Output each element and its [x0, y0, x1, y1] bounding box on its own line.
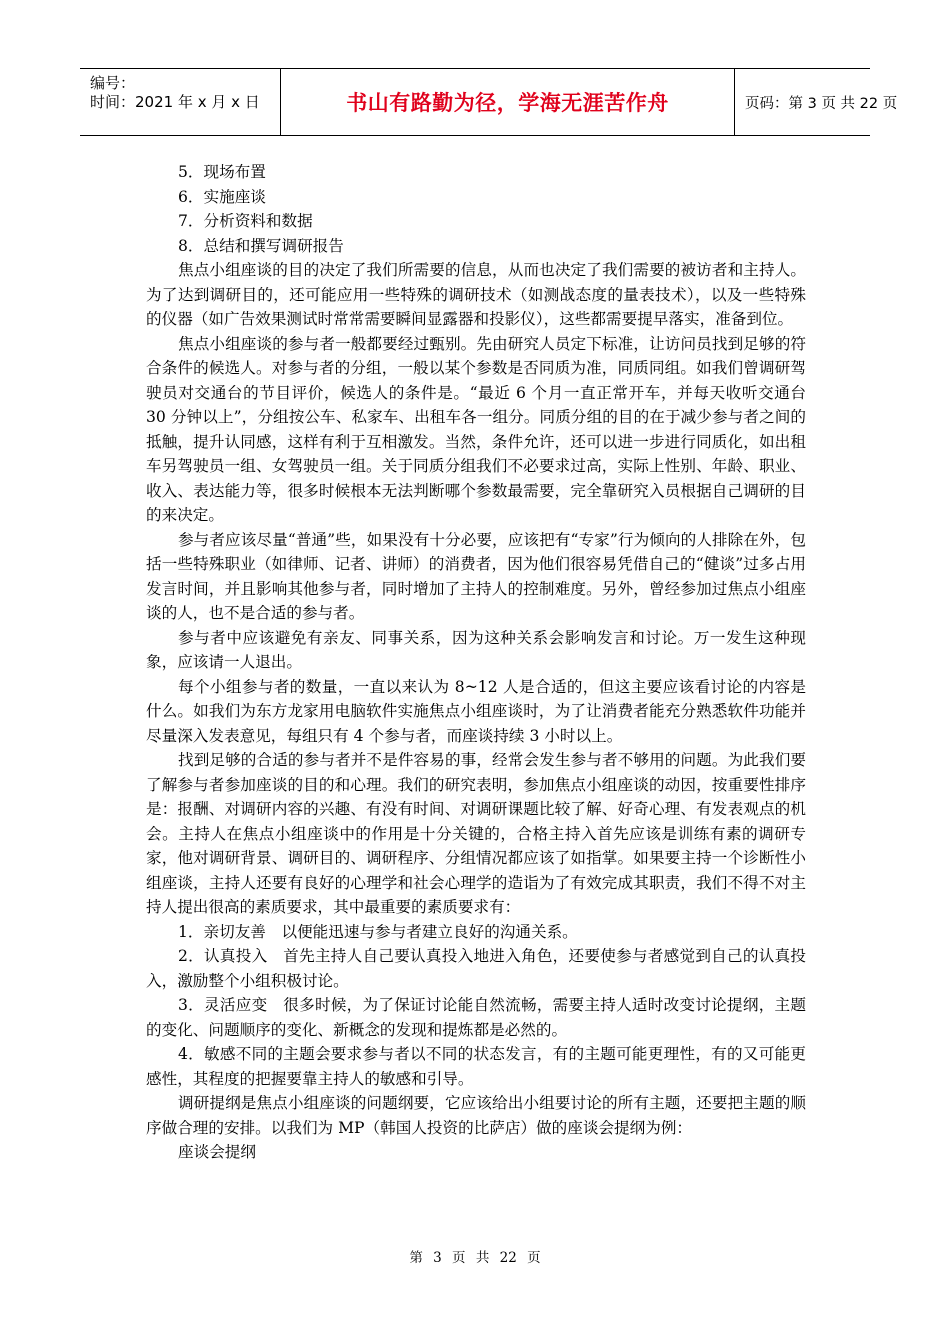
step-item: 8．总结和撰写调研报告	[178, 236, 344, 255]
page-header	[80, 68, 898, 136]
page-footer: 第 3 页 共 22 页	[409, 1250, 541, 1266]
paragraph-group-size: 每个小组参与者的数量，一直以来认为 8~12 人是合适的，但这主要应该看讨论的内容是什么。如我们为东方龙家用电脑软件实施焦点小组座谈时，为了让消费者能充分熟悉软件功能并尽量深入发表意见，每组只有 4 个参与者，而座谈持续 3 小时以上。	[146, 677, 806, 745]
header-page-number: 页码：第 3 页 共 22 页	[745, 95, 898, 112]
paragraph-outline: 调研提纲是焦点小组座谈的问题纲要，它应该给出小组要讨论的所有主题，还要把主题的顺序做合理的安排。以我们为 MP（韩国人投资的比萨店）做的座谈会提纲为例：	[146, 1094, 806, 1137]
paragraph-screening: 焦点小组座谈的参与者一般都要经过甄别。先由研究人员定下标准，让访问员找到足够的符合条件的候选人。对参与者的分组，一般以某个参数是否同质为准，同质同组。如我们曾调研驾驶员对交通台的节目评价，候选人的条件是。“最近 6 个月一直正常开车，并每天收听交通台 30 分钟以上”，分组按公车、私家车、出租车各一组分。同质分组的目的在于减少参与者之间的抵触，提升认同感，这样有利于互相激发。当然，条件允许，还可以进一步进行同质化，如出租车另驾驶员一组、女驾驶员一组。关于同质分组我们不必要求过高，实际上性别、年龄、职业、收入、表达能力等，很多时候根本无法判断哪个参数最需要，完全靠研究入员根据自己调研的目的来决定。	[146, 334, 806, 524]
outline-heading: 座谈会提纲	[178, 1143, 256, 1161]
paragraph-relations: 参与者中应该避免有亲友、同事关系，因为这种关系会影响发言和讨论。万一发生这种现象，应该请一人退出。	[146, 628, 806, 671]
document-body	[146, 160, 806, 1165]
paragraph-purpose: 焦点小组座谈的目的决定了我们所需要的信息，从而也决定了我们需要的被访者和主持人。为了达到调研目的，还可能应用一些特殊的调研技术（如测战态度的量表技术），以及一些特殊的仪器（如广告效果测试时常常需要瞬间显露器和投影仪），这些都需要提早落实，准备到位。	[146, 261, 806, 328]
step-item: 5．现场布置	[178, 163, 266, 181]
header-motto-cell	[280, 69, 735, 135]
quality-item-friendly: 1．亲切友善 以便能迅速与参与者建立良好的沟通关系。	[178, 922, 578, 941]
document-date-label: 时间：2021 年 x 月 x 日	[90, 93, 260, 111]
quality-item-flexible: 3．灵活应变 很多时候，为了保证讨论能自然流畅，需要主持人适时改变讨论提纲，主题的变化、问题顺序的变化、新概念的发现和提炼都是必然的。	[146, 996, 806, 1039]
step-item: 7．分析资料和数据	[178, 212, 313, 230]
step-item: 6．实施座谈	[178, 187, 266, 206]
header-motto: 书山有路勤为径，学海无涯苦作舟	[346, 91, 669, 115]
header-left-cell	[80, 69, 280, 135]
quality-item-engaged: 2．认真投入 首先主持人自己要认真投入地进入角色，还要使参与者感觉到自己的认真投入，激励整个小组积极讨论。	[146, 947, 806, 990]
paragraph-moderator: 找到足够的合适的参与者并不是件容易的事，经常会发生参与者不够用的问题。为此我们要了解参与者参加座谈的目的和心理。我们的研究表明，参加焦点小组座谈的动因，按重要性排序是：报酬、对调研内容的兴趣、有没有时间、对调研课题比较了解、好奇心理、有发表观点的机会。主持人在焦点小组座谈中的作用是十分关键的，合格主持入首先应该是训练有素的调研专家，他对调研背景、调研目的、调研程序、分组情况都应该了如指掌。如果要主持一个诊断性小组座谈，主持人还要有良好的心理学和社会心理学的造诣为了有效完成其职责，我们不得不对主持人提出很高的素质要求，其中最重要的素质要求有：	[146, 751, 806, 916]
paragraph-ordinary-participants: 参与者应该尽量“普通”些，如果没有十分必要，应该把有“专家”行为倾向的人排除在外，包括一些特殊职业（如律师、记者、讲师）的消费者，因为他们很容易凭借自己的“健谈”过多占用发言时间，并且影响其他参与者，同时增加了主持人的控制难度。另外，曾经参加过焦点小组座谈的人，也不是合适的参与者。	[146, 530, 806, 622]
quality-item-sensitive: 4．敏感不同的主题会要求参与者以不同的状态发言，有的主题可能更理性，有的又可能更感性，其程度的把握要靠主持人的敏感和引导。	[146, 1045, 806, 1088]
document-number-label: 编号：	[90, 74, 136, 92]
